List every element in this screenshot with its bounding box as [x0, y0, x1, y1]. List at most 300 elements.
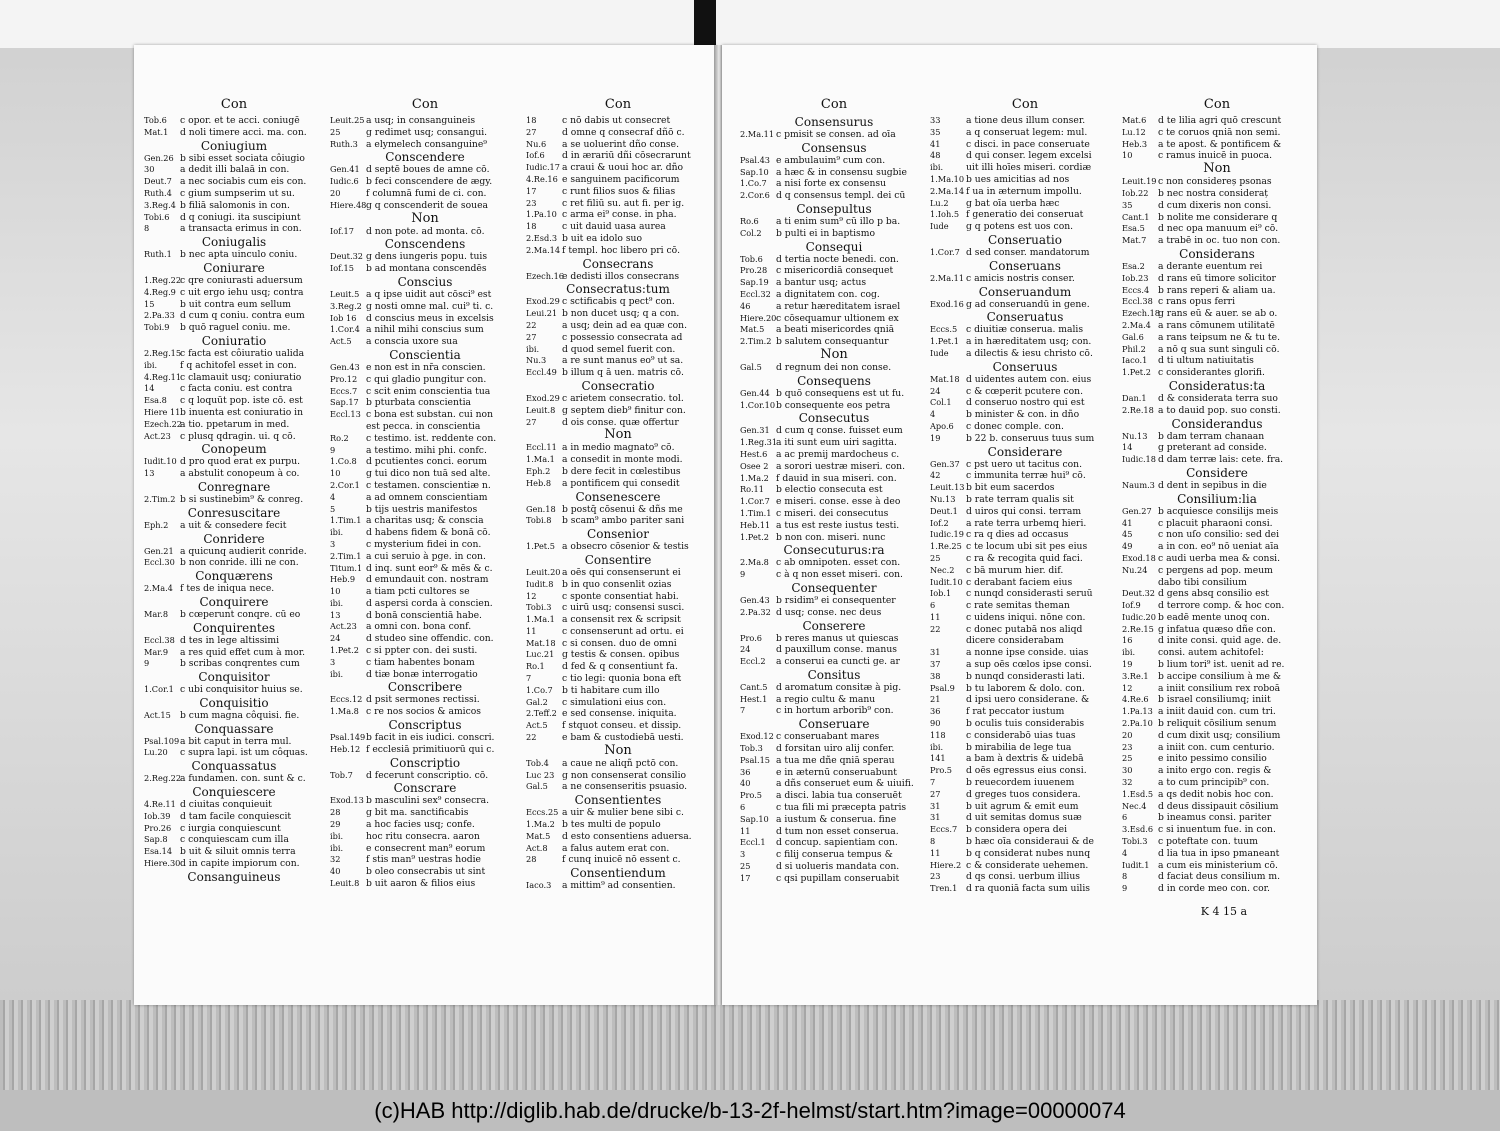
quotation: a quicunq audierit conride.	[180, 545, 307, 557]
reference: Gen.27	[1122, 505, 1152, 516]
concordance-line	[330, 669, 520, 681]
quotation: d dam terræ lais: cete. fra.	[1158, 454, 1284, 466]
reference: Eccl.38	[144, 634, 175, 645]
quotation: c in hortum arborib⁹ con.	[776, 705, 894, 717]
quotation: f stis man⁹ uestras hodie	[366, 854, 481, 866]
quotation: b nunqd considerasti lati.	[966, 670, 1085, 682]
quotation: dicere considerabam	[966, 635, 1064, 647]
reference: 2.Ma.11	[740, 129, 775, 139]
reference: Gen.37	[930, 458, 960, 469]
concordance-line	[330, 127, 520, 139]
reference: 3.Esd.6	[1122, 824, 1154, 835]
reference: 11	[740, 825, 751, 836]
concordance-line	[330, 633, 520, 645]
concordance-line	[1122, 518, 1312, 530]
reference: Leuit.20	[526, 566, 561, 577]
reference: 1.Cor.1	[144, 684, 174, 695]
reference: 18	[526, 221, 537, 232]
quotation: a ac premij mardocheus c.	[776, 448, 900, 460]
concordance-line	[526, 478, 710, 490]
quotation: d dent in sepibus in die	[1158, 479, 1267, 491]
running-head: Con	[1011, 97, 1039, 112]
reference: 10	[330, 468, 341, 479]
concordance-line	[930, 139, 1120, 151]
quotation: c uit ergo iehu usq; contra	[180, 286, 304, 298]
reference: Psal.9	[930, 682, 955, 693]
concordance-line	[1122, 506, 1312, 518]
quotation: c ret filiū su. aut fi. per ig.	[562, 197, 685, 209]
reference: 3	[740, 849, 746, 860]
quotation: g bat oīa uerba hæc	[966, 197, 1060, 209]
reference: Leuit.8	[330, 878, 360, 889]
quotation: f tes de iniqua nece.	[180, 583, 275, 595]
quotation: d regnum dei non conse.	[776, 361, 892, 373]
quotation: d forsitan uiro alij confer.	[776, 743, 895, 755]
headword: Consideratus:ta	[1168, 378, 1266, 393]
reference: Leuit.5	[330, 288, 360, 299]
concordance-line	[330, 188, 520, 200]
quotation: d nec opa manuum ei⁹ cō.	[1158, 223, 1279, 235]
quotation: a uir & mulier bene sibi c.	[562, 807, 684, 819]
concordance-line	[526, 139, 710, 151]
reference: 48	[930, 150, 941, 161]
quotation: a inito ergo con. regis &	[1158, 765, 1272, 777]
reference: Eccs.7	[930, 824, 958, 835]
concordance-line	[144, 310, 324, 322]
concordance-line	[930, 577, 1120, 589]
concordance-line	[526, 233, 710, 245]
concordance-line	[740, 731, 928, 743]
concordance-line	[740, 633, 928, 645]
reference: Mar.8	[144, 608, 169, 619]
concordance-line	[930, 529, 1120, 541]
quotation: g q potens est uos con.	[966, 221, 1074, 233]
headword: Consepultus	[796, 201, 872, 216]
reference: Eccs.25	[526, 807, 559, 818]
reference: 2.Ma.4	[1122, 319, 1151, 330]
reference: 1.Pet.2	[740, 531, 769, 542]
reference: 24	[930, 385, 941, 396]
reference: 2.Tim.2	[740, 336, 772, 347]
concordance-line	[330, 854, 520, 866]
reference: Hiere.2	[930, 859, 962, 870]
quotation: b ad montana conscendēs	[366, 263, 487, 275]
quotation: b reuecordem iuuenem	[966, 777, 1075, 789]
concordance-line	[1122, 718, 1312, 730]
reference: 22	[930, 623, 941, 634]
quotation: a conserui ea cuncti ge. ar	[776, 656, 900, 668]
quotation: g q conscenderit de souea	[366, 199, 488, 211]
reference: 2.Cor.1	[330, 479, 360, 490]
concordance-line	[526, 209, 710, 221]
quotation: b tes multi de populo	[562, 819, 661, 831]
left-page-column-1	[144, 95, 324, 884]
reference: Ro.6	[740, 215, 759, 226]
reference: 23	[526, 197, 537, 208]
concordance-line	[930, 588, 1120, 600]
concordance-line	[930, 647, 1120, 659]
headword: Conquirere	[199, 594, 269, 609]
quotation: a tio. ppetarum in med.	[180, 418, 290, 430]
concordance-line	[1122, 600, 1312, 612]
concordance-line	[330, 770, 520, 782]
reference: Iudic.18	[1122, 454, 1156, 465]
quotation: d tum non esset conserua.	[776, 825, 899, 837]
concordance-line	[330, 362, 520, 374]
quotation: a dignitatem con. cog.	[776, 288, 880, 300]
reference: 1.Co.8	[330, 456, 357, 467]
quotation: a bit caput in terra mul.	[180, 735, 292, 747]
reference: Nu.3	[526, 355, 547, 366]
reference: Iudic.17	[526, 162, 560, 173]
quotation: a q conseruat legem: mul.	[966, 126, 1088, 138]
concordance-line	[1122, 308, 1312, 320]
reference: 7	[740, 705, 746, 716]
headword: Consenescere	[575, 489, 661, 504]
quotation: g testis & consen. opibus	[562, 649, 680, 661]
headword: Conseruare	[798, 717, 870, 732]
concordance-line	[740, 607, 928, 619]
reference: Exod.29	[526, 296, 560, 307]
quotation: d lia tua in ipso pmaneant	[1158, 847, 1280, 859]
concordance-line	[740, 532, 928, 544]
reference: ibi.	[930, 162, 944, 173]
reference: Mat.18	[526, 637, 556, 648]
headword: Conscriptus	[388, 718, 462, 733]
concordance-line	[930, 600, 1120, 612]
reference: 2.Ma.8	[740, 557, 769, 568]
quotation: c arma ei⁹ conse. in pha.	[562, 209, 677, 221]
concordance-line	[740, 694, 928, 706]
quotation: c facta coniu. est contra	[180, 383, 293, 395]
quotation: b feci conscendere de ægy.	[366, 176, 493, 188]
headword: Considere	[1186, 465, 1248, 480]
reference: ibi.	[330, 830, 344, 841]
concordance-line	[526, 567, 710, 579]
quotation: d cum dixeris non consi.	[1158, 199, 1272, 211]
headword: Conseruatus	[986, 310, 1064, 325]
quotation: b dere fecit in cœlestibus	[562, 465, 681, 477]
concordance-line	[930, 409, 1120, 421]
quotation: c possessio consecrata ad	[562, 331, 683, 343]
headword: Conquassatus	[191, 759, 277, 774]
quotation: d cum q coniu. contra eum	[180, 310, 305, 322]
quotation: d tertia nocte benedi. con.	[776, 253, 899, 265]
reference: 1.Pa.10	[526, 209, 557, 220]
concordance-line	[526, 626, 710, 638]
concordance-line	[144, 647, 324, 659]
concordance-line	[930, 433, 1120, 445]
concordance-line	[1122, 235, 1312, 247]
concordance-line	[144, 431, 324, 443]
reference: Gal.2	[526, 696, 548, 707]
reference: Eccl.30	[144, 557, 175, 568]
reference: Iof.6	[526, 150, 545, 161]
running-head: Con	[604, 97, 632, 112]
reference: Naum.3	[1122, 479, 1155, 490]
concordance-line	[930, 706, 1120, 718]
reference: Heb.3	[1122, 138, 1148, 149]
reference: 8	[1122, 871, 1128, 882]
right-page-column-3	[1122, 95, 1312, 895]
quotation: a dñs conseruet eum & uiuifi.	[776, 778, 914, 790]
reference: ibi.	[330, 668, 344, 679]
running-head: Con	[220, 97, 248, 112]
quotation: c bona est substan. cui non	[366, 409, 494, 421]
quotation: a transacta erimus in con.	[180, 223, 302, 235]
quotation: d uit semitas domus suæ	[966, 812, 1082, 824]
concordance-line	[740, 682, 928, 694]
concordance-line	[526, 720, 710, 732]
reference: Pro.26	[144, 822, 172, 833]
scanner-bottom-band	[0, 1000, 1500, 1090]
concordance-line	[740, 362, 928, 374]
reference: Nec.4	[1122, 800, 1147, 811]
quotation: b israel consiliumq; iniit	[1158, 694, 1271, 706]
reference: 1.Co.7	[740, 178, 767, 189]
concordance-line	[526, 880, 710, 892]
quotation: d faciat deus consilium m.	[1158, 871, 1281, 883]
headword: Considerare	[987, 444, 1063, 459]
reference: 32	[1122, 777, 1133, 788]
concordance-line	[740, 644, 928, 656]
concordance-line	[526, 697, 710, 709]
quotation: a hoc facies usq; confe.	[366, 819, 475, 831]
concordance-line	[740, 755, 928, 767]
reference: Gen.21	[144, 545, 174, 556]
reference: 20	[1122, 729, 1133, 740]
quotation: e ambulauim⁹ cum con.	[776, 154, 886, 166]
reference: 1.Tim.1	[740, 507, 772, 518]
reference: Nu.13	[930, 493, 956, 504]
reference: Esa.5	[1122, 223, 1145, 234]
quotation: a mittim⁹ ad consentien.	[562, 880, 676, 892]
quotation: c sctificabis q pect⁹ con.	[562, 296, 675, 308]
reference: 30	[1122, 765, 1133, 776]
concordance-line	[330, 527, 520, 539]
concordance-line	[930, 150, 1120, 162]
concordance-line	[740, 473, 928, 485]
quotation: g preterant ad conside.	[1158, 442, 1267, 454]
concordance-line	[526, 308, 710, 320]
headword: Consecratio	[581, 378, 655, 393]
concordance-line	[330, 657, 520, 669]
headword: Coniuratio	[201, 333, 267, 348]
headword: Considerandus	[1171, 416, 1263, 431]
quotation: b ineamus consi. pariter	[1158, 812, 1272, 824]
reference: 33	[930, 115, 941, 125]
concordance-line	[526, 186, 710, 198]
quotation: f ecclesiā primitiuorū qui c.	[366, 743, 495, 755]
concordance-line	[930, 482, 1120, 494]
concordance-line	[1122, 176, 1312, 188]
quotation: c consenserunt ad ortu. ei	[562, 625, 684, 637]
headword: Conscius	[397, 274, 453, 289]
reference: Cant.5	[740, 681, 768, 692]
quotation: d cum q conse. fuisset eum	[776, 425, 903, 437]
concordance-line	[740, 790, 928, 802]
quotation: c si consen. duo de omni	[562, 637, 677, 649]
concordance-line	[1122, 565, 1312, 577]
quotation: e dedisti illos consecrans	[562, 270, 680, 282]
concordance-line	[930, 174, 1120, 186]
quotation: d rans eū timore solicitor	[1158, 272, 1276, 284]
reference: 27	[526, 126, 537, 137]
reference: 42	[930, 470, 941, 481]
concordance-line	[330, 515, 520, 527]
quotation: e bam & custodiebā uesti.	[562, 732, 684, 744]
quotation: b nec nostra consideraț	[1158, 187, 1268, 199]
concordance-line	[1122, 541, 1312, 553]
concordance-line	[930, 209, 1120, 221]
quotation: c nō dabis ut consecret	[562, 115, 671, 126]
concordance-line	[1122, 789, 1312, 801]
reference: 10	[1122, 150, 1133, 161]
concordance-line	[1122, 765, 1312, 777]
reference: Leuit.13	[930, 482, 965, 493]
running-head: Con	[820, 97, 848, 112]
reference: Iaco.3	[526, 880, 552, 891]
quotation: c bā murum hier. dif.	[966, 564, 1064, 576]
quotation: b masculini sex⁹ consecra.	[366, 795, 490, 807]
quotation: a trabē in oc. tuo non con.	[1158, 235, 1281, 247]
concordance-line	[144, 609, 324, 621]
quotation: d pcutientes conci. eorum	[366, 456, 488, 468]
reference: Iudit.1	[1122, 859, 1150, 870]
quotation: c uidens iniqui. nōne con.	[966, 611, 1086, 623]
reference: Leui.21	[526, 308, 558, 319]
concordance-line	[930, 683, 1120, 695]
quotation: d pro quod erat ex purpu.	[180, 456, 301, 468]
reference: Col.1	[930, 397, 952, 408]
concordance-line	[526, 781, 710, 793]
concordance-line	[930, 324, 1120, 336]
headword: Conscendens	[384, 237, 466, 252]
quotation: c supra lapi. ist um côquas.	[180, 747, 308, 759]
concordance-line	[930, 541, 1120, 553]
reference: 141	[930, 753, 946, 764]
reference: 1.Tim.1	[330, 515, 362, 526]
reference: Leuit.8	[526, 404, 556, 415]
reference: 2.Pa.10	[1122, 718, 1153, 729]
reference: Eccl.11	[526, 442, 557, 453]
reference: 90	[930, 718, 941, 729]
reference: 3.Re.1	[1122, 670, 1149, 681]
concordance-line	[1122, 742, 1312, 754]
reference: Act.5	[526, 720, 548, 731]
concordance-line	[930, 198, 1120, 210]
concordance-line	[144, 348, 324, 360]
concordance-line	[930, 694, 1120, 706]
quotation: b scribas conqrentes cum	[180, 658, 300, 670]
quotation: b filiā salomonis in con.	[180, 199, 290, 211]
reference: 1.Pet.2	[330, 645, 359, 656]
quotation: c ubi conquisitor huius se.	[180, 684, 303, 696]
quotation: b cœperunt conqre. cū eo	[180, 608, 301, 620]
headword: Non	[604, 427, 632, 443]
quotation: d tam facile conquiescit	[180, 810, 292, 822]
concordance-line	[144, 773, 324, 785]
concordance-line	[1122, 200, 1312, 212]
quotation: d terrore comp. & hoc con.	[1158, 600, 1285, 612]
concordance-line	[144, 223, 324, 235]
concordance-line	[1122, 393, 1312, 405]
concordance-line	[740, 313, 928, 325]
reference: Eccl.38	[1122, 296, 1153, 307]
left-page-column-2	[330, 95, 520, 890]
reference: Pro.6	[740, 632, 763, 643]
headword: Non	[820, 346, 848, 362]
quotation: c conseruabant mares	[776, 731, 880, 743]
quotation: a qs dedit nobis hoc con.	[1158, 788, 1274, 800]
quotation: f ua in æternum impollu.	[966, 185, 1082, 197]
quotation: a res quid effet cum à mor.	[180, 646, 306, 658]
concordance-line	[930, 848, 1120, 860]
reference: 35	[1122, 199, 1133, 210]
concordance-line	[330, 807, 520, 819]
concordance-line	[740, 520, 928, 532]
reference: Nec.2	[930, 564, 955, 575]
reference: ibi.	[330, 842, 344, 853]
reference: 21	[930, 694, 941, 705]
quotation: a bam à dextris & uidebā	[966, 753, 1084, 765]
reference: Iudit.10	[144, 456, 177, 467]
concordance-line	[740, 814, 928, 826]
concordance-line	[930, 777, 1120, 789]
concordance-line	[526, 638, 710, 650]
reference: 41	[1122, 517, 1133, 528]
quotation: c arietem consecratio. tol.	[562, 392, 684, 404]
concordance-line	[740, 388, 928, 400]
concordance-line	[144, 407, 324, 419]
quotation: a cum eis ministerium cō.	[1158, 859, 1278, 871]
reference: Iudit.8	[526, 578, 554, 589]
concordance-line	[930, 115, 1120, 127]
concordance-line	[740, 705, 928, 717]
concordance-line	[930, 336, 1120, 348]
right-page	[722, 45, 1317, 1005]
quotation: c filij conserua tempus &	[776, 849, 893, 861]
quotation: c ramus inuicē in puoca.	[1158, 150, 1273, 162]
concordance-line	[330, 645, 520, 657]
concordance-line	[526, 758, 710, 770]
quotation: d aspersi corda à conscien.	[366, 597, 493, 609]
concordance-line	[1122, 139, 1312, 151]
reference: 9	[740, 569, 746, 580]
concordance-line	[526, 843, 710, 855]
reference: 25	[930, 552, 941, 563]
reference: 2.Tim.2	[144, 493, 176, 504]
concordance-line	[1122, 332, 1312, 344]
quotation: b inuenta est coniuratio in	[180, 406, 304, 418]
concordance-line	[930, 812, 1120, 824]
quotation: d inq. sunt eor⁹ & mēs & c.	[366, 562, 493, 574]
reference: Eccl.2	[740, 656, 766, 667]
concordance-line	[740, 595, 928, 607]
quotation: b rans reperi & aliam ua.	[1158, 284, 1276, 296]
quotation: d fed & q consentiunt fa.	[562, 661, 678, 673]
concordance-line	[144, 834, 324, 846]
concordance-line	[144, 164, 324, 176]
quotation: uit illi hoīes miseri. cordiæ	[966, 162, 1092, 174]
quotation: a te apost. & pontificem &	[1158, 138, 1282, 150]
quotation: d sed conser. mandatorum	[966, 246, 1090, 258]
concordance-line	[526, 320, 710, 332]
quotation: c plusq qdragin. ui. q cō.	[180, 430, 296, 442]
quotation: a retur hæreditatem israel	[776, 300, 901, 312]
quotation: a rate terra urbemq hieri.	[966, 517, 1087, 529]
reference: 7	[930, 777, 936, 788]
